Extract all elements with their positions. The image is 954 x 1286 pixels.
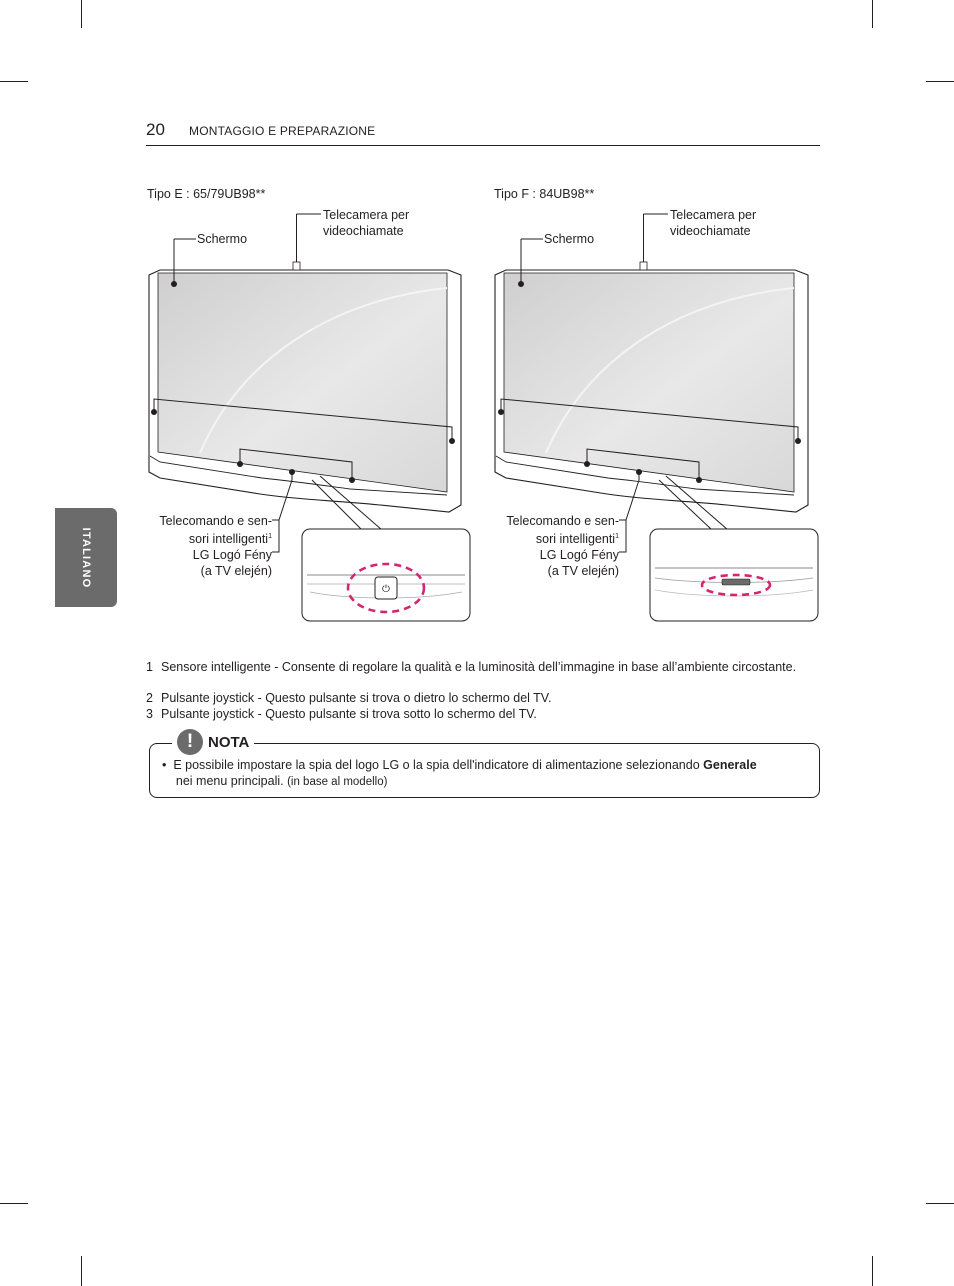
camera-icon bbox=[640, 262, 647, 270]
note-title: NOTA bbox=[208, 733, 250, 751]
remote-label-line: LG Logó Fény bbox=[539, 548, 619, 563]
exclamation-icon: ! bbox=[177, 729, 203, 755]
page-number: 20 bbox=[146, 120, 165, 139]
screen-label-right: Schermo bbox=[544, 232, 595, 246]
remote-label-line: Telecomando e sen- bbox=[159, 514, 272, 528]
remote-label-line: (a TV elején) bbox=[200, 564, 272, 579]
svg-text:⏻: ⏻ bbox=[382, 584, 390, 595]
footnote-number: 1 bbox=[146, 660, 153, 674]
camera-label-line: Telecamera per bbox=[670, 208, 757, 222]
crop-mark bbox=[872, 1256, 873, 1286]
footnote-number: 3 bbox=[146, 707, 153, 721]
language-tab-label: ITALIANO bbox=[80, 527, 92, 589]
camera-label-line: videochiamate bbox=[670, 224, 751, 238]
footnote-1 bbox=[146, 660, 801, 676]
footnote-text: Sensore intelligente - Consente di regolare la qualità e la luminosità dell’immagine in base all’ambiente circostante. bbox=[161, 660, 797, 674]
crop-mark bbox=[926, 1203, 954, 1204]
footnote-text: Pulsante joystick - Questo pulsante si trova o dietro lo schermo del TV. bbox=[161, 691, 552, 705]
screen-label-left: Schermo bbox=[197, 232, 248, 246]
type-f-label: Tipo F : 84UB98** bbox=[494, 187, 595, 201]
note-text-part: E possibile impostare la spia del logo LG o la spia dell'indicatore di alimentazione selezionando bbox=[173, 758, 704, 772]
remote-label-text: sori intelligenti bbox=[188, 532, 269, 547]
note-text bbox=[162, 758, 812, 790]
footnote-ref: 1 bbox=[615, 533, 619, 540]
joystick-button-icon bbox=[722, 579, 750, 585]
footnote-2 bbox=[146, 691, 801, 707]
tv-diagram-right bbox=[0, 0, 954, 640]
remote-label-line: Telecomando e sen- bbox=[506, 514, 619, 528]
note-text-bold: Generale bbox=[703, 758, 757, 772]
crop-mark bbox=[0, 1203, 28, 1204]
remote-label-line: LG Logó Fény bbox=[192, 548, 272, 563]
remote-label-text: sori intelligenti bbox=[535, 532, 616, 547]
footnote-number: 2 bbox=[146, 691, 153, 705]
footnote-3 bbox=[146, 707, 801, 723]
camera-label-line: videochiamate bbox=[323, 224, 404, 238]
note-header bbox=[172, 729, 254, 755]
note-text-small: (in base al modello) bbox=[287, 775, 388, 788]
note-text-part: nei menu principali. bbox=[172, 773, 288, 788]
camera-label-line: Telecamera per bbox=[323, 208, 410, 222]
type-e-label: Tipo E : 65/79UB98** bbox=[147, 187, 266, 201]
footnote-ref: 1 bbox=[268, 533, 272, 540]
remote-label-line: (a TV elején) bbox=[547, 564, 619, 579]
footnote-text: Pulsante joystick - Questo pulsante si trova sotto lo schermo del TV. bbox=[161, 707, 537, 721]
bullet: • bbox=[162, 758, 167, 772]
section-title: MONTAGGIO E PREPARAZIONE bbox=[189, 124, 376, 138]
crop-mark bbox=[81, 1256, 82, 1286]
